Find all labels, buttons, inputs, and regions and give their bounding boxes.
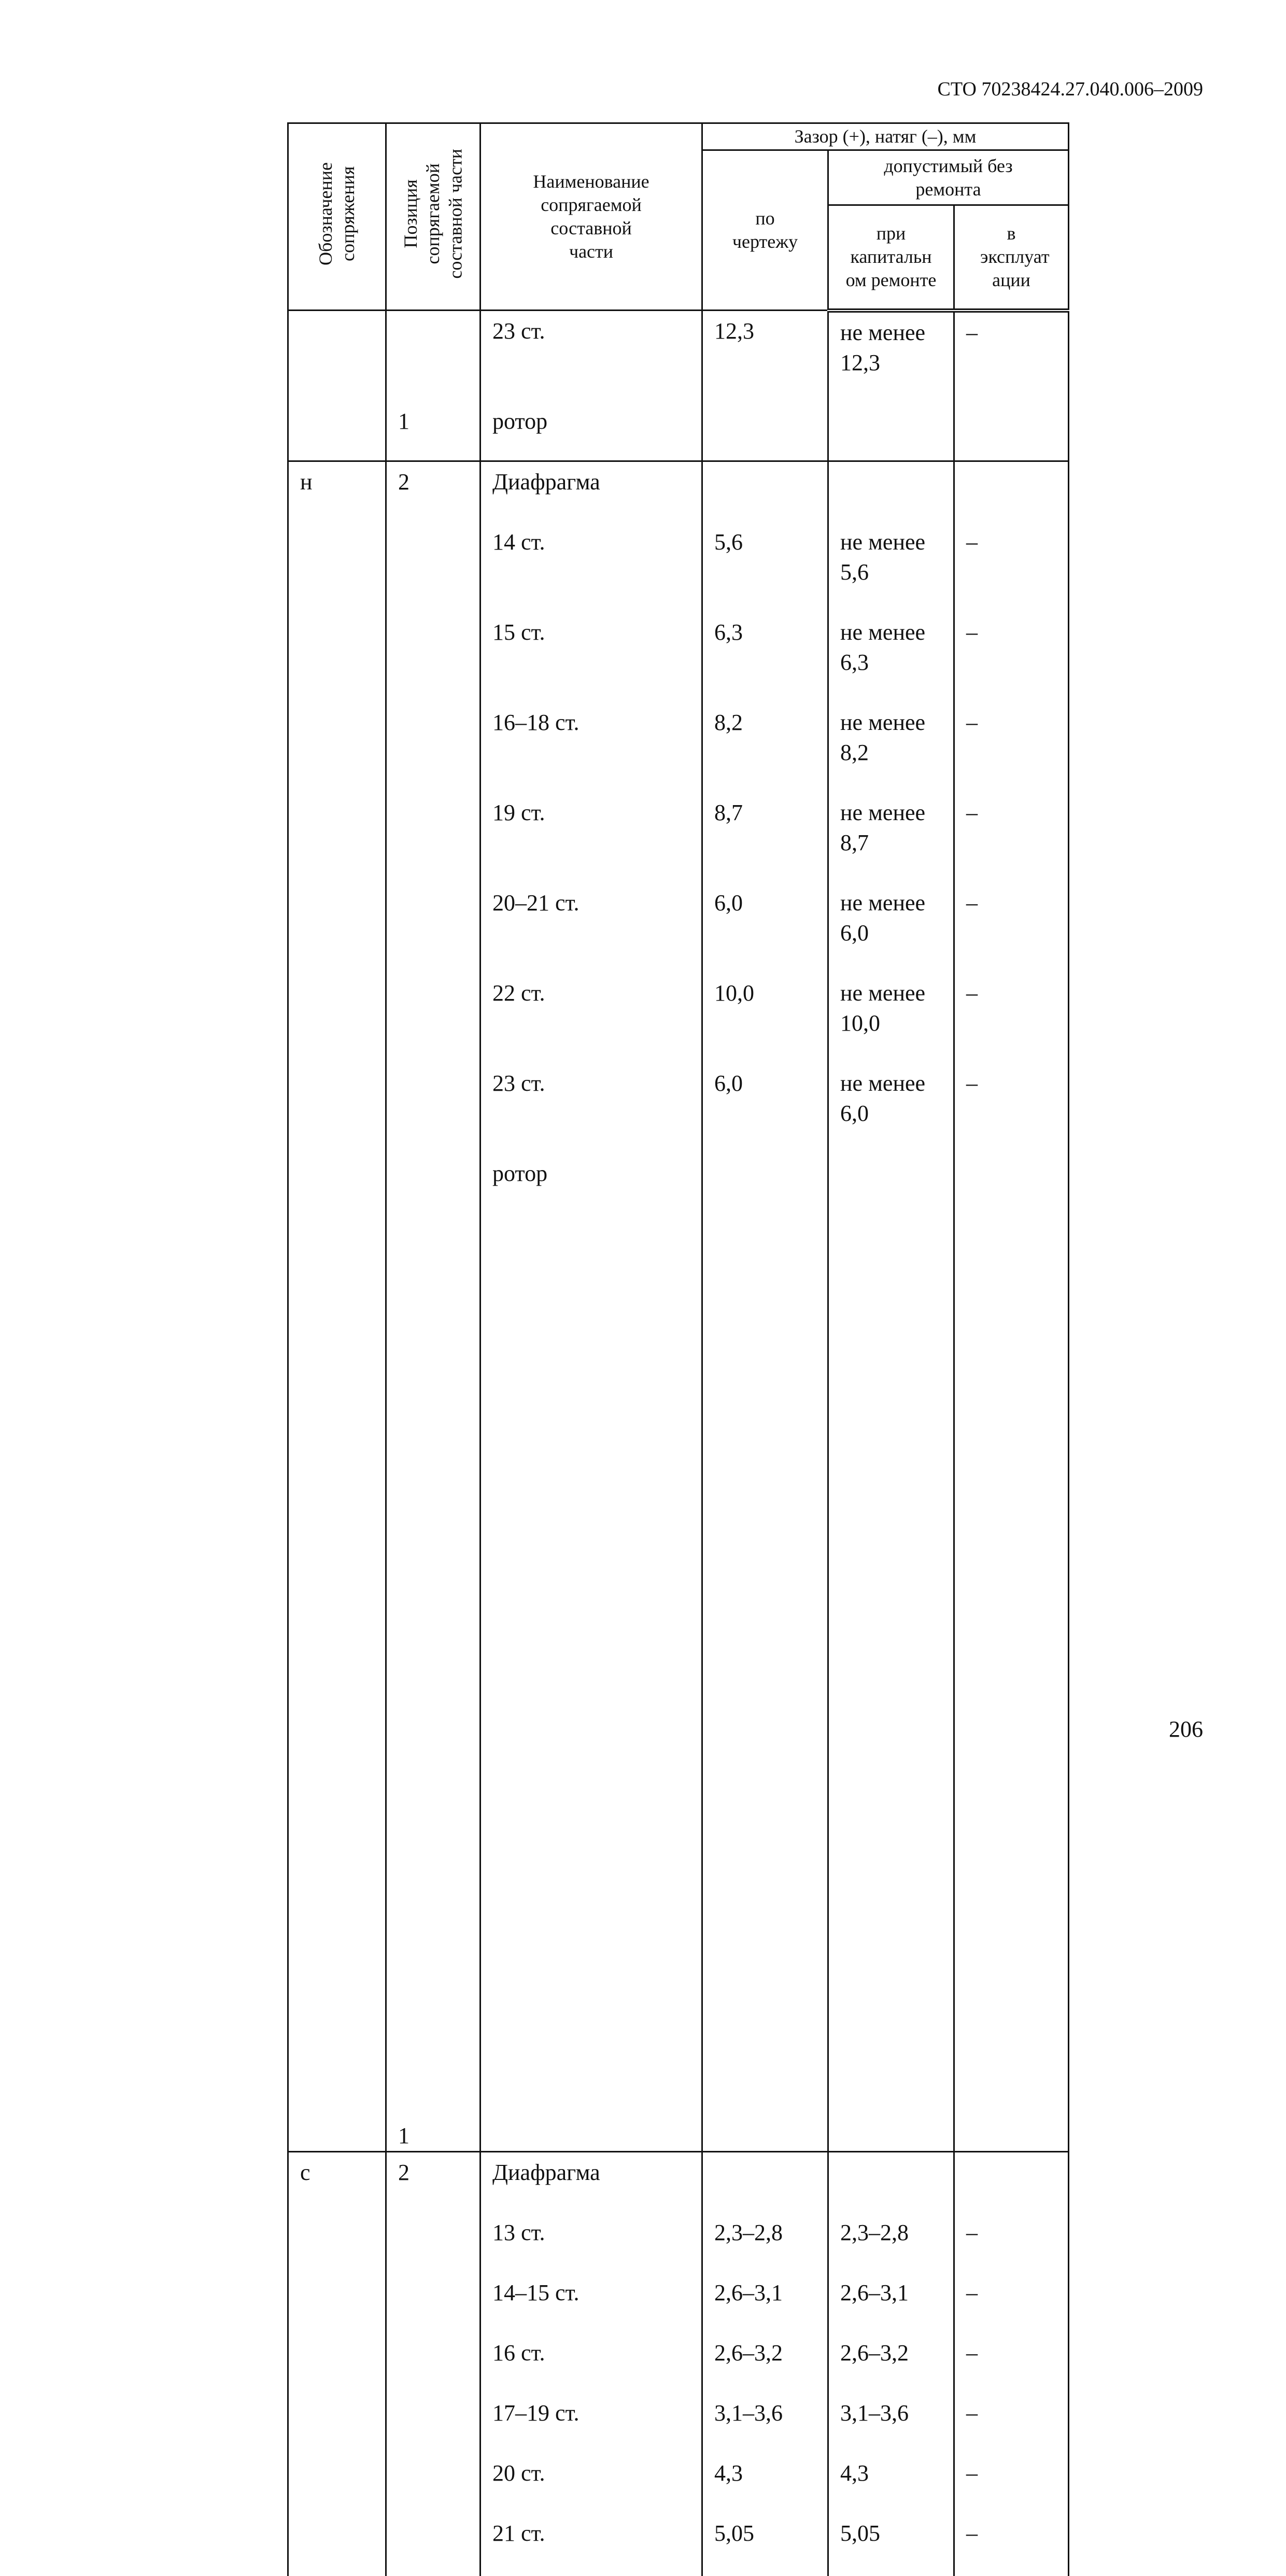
operation-line: – [966, 2340, 978, 2366]
drawing-line [714, 2248, 827, 2278]
name-line [492, 918, 701, 948]
position-line [398, 346, 479, 376]
operation-line [966, 408, 1068, 438]
allowed-line [840, 378, 953, 408]
name-line: 14–15 ст. [492, 2280, 580, 2305]
position-line [398, 1580, 479, 1610]
allowed-line [840, 2188, 953, 2218]
name-line [492, 2188, 701, 2218]
operation-line [966, 2248, 1068, 2278]
allowed-line [840, 2308, 953, 2338]
drawing-line: 6,0 [714, 1071, 743, 1096]
operation-line: – [966, 710, 978, 735]
position-line [398, 2091, 479, 2121]
allowed-line [840, 587, 953, 617]
position-line [398, 647, 479, 678]
position-line [398, 678, 479, 708]
position-line [398, 2031, 479, 2061]
position-line [398, 1910, 479, 1940]
cell-drawing [702, 461, 828, 2152]
allowed-line [840, 2158, 953, 2188]
operation-line [966, 678, 1068, 708]
cell-name [481, 2152, 702, 2576]
position-line [398, 1670, 479, 1700]
position-line [398, 1309, 479, 1339]
position-line [398, 978, 479, 1008]
operation-line [966, 2368, 1068, 2398]
name-line: 14 ст. [492, 529, 545, 555]
drawing-line [714, 1159, 827, 1189]
operation-line [966, 2188, 1068, 2218]
drawing-line [714, 376, 827, 406]
allowed-line [840, 2248, 953, 2278]
cell-position [386, 461, 481, 2152]
name-line: 17–19 ст. [492, 2400, 580, 2426]
name-line [492, 346, 701, 376]
table-row [288, 461, 1069, 2152]
cell-operation [954, 2152, 1069, 2576]
cell-allowed [828, 311, 954, 461]
name-line [492, 678, 701, 708]
name-line: 22 ст. [492, 980, 545, 1006]
position-line [398, 1700, 479, 1730]
name-line [492, 858, 701, 888]
position-line: 2 [398, 2160, 409, 2185]
name-line: 13 ст. [492, 2220, 545, 2245]
name-line: 19 ст. [492, 800, 545, 825]
drawing-line: 5,6 [714, 529, 743, 555]
drawing-line: 2,6–3,1 [714, 2280, 783, 2305]
drawing-line: 6,3 [714, 620, 743, 645]
designation-line: с [300, 2160, 310, 2185]
position-line [398, 1940, 479, 1970]
name-line [492, 376, 701, 406]
drawing-line [714, 948, 827, 978]
document-code: СТО 70238424.27.040.006–2009 [937, 78, 1203, 100]
allowed-line [840, 678, 953, 708]
drawing-line [714, 738, 827, 768]
drawing-line: 2,3–2,8 [714, 2220, 783, 2245]
allowed-line: не менее [840, 800, 926, 825]
name-line [492, 1008, 701, 1038]
position-line [398, 918, 479, 948]
position-line [398, 1760, 479, 1790]
position-line [398, 1790, 479, 1820]
drawing-line: 3,1–3,6 [714, 2400, 783, 2426]
drawing-line [714, 2428, 827, 2458]
operation-line [966, 2488, 1068, 2518]
position-line [398, 738, 479, 768]
operation-line [966, 348, 1068, 378]
drawing-line [714, 647, 827, 678]
name-line [492, 828, 701, 858]
position-line [398, 828, 479, 858]
drawing-line [714, 1099, 827, 1129]
position-line: 2 [398, 469, 409, 495]
name-line [492, 768, 701, 798]
allowed-line: 6,0 [840, 920, 869, 946]
position-line [398, 1159, 479, 1189]
name-line: 16–18 ст. [492, 710, 580, 735]
name-line [492, 2428, 701, 2458]
drawing-line [714, 587, 827, 617]
position-header: Позиция сопрягаемой составной части [386, 123, 481, 311]
operation-line: – [966, 620, 978, 645]
drawing-line [714, 1008, 827, 1038]
position-line [398, 1820, 479, 1850]
operation-line [966, 378, 1068, 408]
capital-repair-header: при капитальн ом ремонте [828, 205, 954, 311]
operation-line: – [966, 2280, 978, 2305]
position-line [398, 1339, 479, 1369]
name-line: Диафрагма [492, 2160, 600, 2185]
allowed-line [840, 1038, 953, 1068]
cell-name [481, 461, 702, 2152]
operation-line [966, 918, 1068, 948]
cell-designation [288, 2152, 386, 2576]
name-line [492, 2488, 701, 2518]
operation-line [966, 557, 1068, 587]
drawing-line [714, 2158, 827, 2188]
position-line [398, 587, 479, 617]
name-line [492, 647, 701, 678]
allowed-line: не менее [840, 529, 926, 555]
cell-designation [288, 461, 386, 2152]
drawing-line [714, 557, 827, 587]
drawing-line: 4,3 [714, 2460, 743, 2486]
position-line [398, 2001, 479, 2031]
drawing-line [714, 918, 827, 948]
allowed-line [840, 948, 953, 978]
operation-line: – [966, 319, 978, 345]
position-line [398, 1550, 479, 1580]
operation-line [966, 2308, 1068, 2338]
table-row [288, 2152, 1069, 2576]
name-line [492, 587, 701, 617]
drawing-line: 8,7 [714, 800, 743, 825]
position-line: 1 [398, 2123, 409, 2148]
allowed-line: не менее [840, 980, 926, 1006]
name-line: 21 ст. [492, 2521, 545, 2546]
name-line [492, 738, 701, 768]
position-line [398, 557, 479, 587]
name-line [492, 2248, 701, 2278]
allowed-line: 3,1–3,6 [840, 2400, 909, 2426]
position-line [398, 1099, 479, 1129]
drawing-line [714, 768, 827, 798]
cell-allowed [828, 461, 954, 2152]
position-line [398, 798, 479, 828]
drawing-line [714, 2368, 827, 2398]
table-row [288, 311, 1069, 461]
position-line [398, 1038, 479, 1068]
allowed-line [840, 768, 953, 798]
name-line [492, 948, 701, 978]
cell-position [386, 311, 481, 461]
position-line [398, 1880, 479, 1910]
allowed-line [840, 408, 953, 438]
cell-drawing [702, 2152, 828, 2576]
name-line: ротор [492, 1161, 548, 1186]
drawing-line: 10,0 [714, 980, 754, 1006]
drawing-line [714, 828, 827, 858]
drawing-line [714, 2488, 827, 2518]
allowed-line [840, 1129, 953, 1159]
operation-line [966, 768, 1068, 798]
part-name-header: Наименование сопрягаемой составной части [481, 123, 702, 311]
position-line [398, 1489, 479, 1519]
allowed-line: не менее [840, 1071, 926, 1096]
position-line [398, 1610, 479, 1640]
name-line [492, 2308, 701, 2338]
operation-line [966, 1008, 1068, 1038]
operation-line: – [966, 2220, 978, 2245]
page-number: 206 [1169, 1716, 1203, 1742]
name-line: 20 ст. [492, 2460, 545, 2486]
name-line: Диафрагма [492, 469, 600, 495]
operation-line [966, 2158, 1068, 2188]
allowed-line [840, 1159, 953, 1189]
operation-line: – [966, 2460, 978, 2486]
allowed-line: не менее [840, 620, 926, 645]
drawing-line: 8,2 [714, 710, 743, 735]
operation-header: в эксплуат ации [954, 205, 1069, 311]
operation-line [966, 828, 1068, 858]
operation-line [966, 738, 1068, 768]
operation-line: – [966, 529, 978, 555]
by-drawing-header: по чертежу [702, 150, 828, 311]
allowed-line: 2,3–2,8 [840, 2220, 909, 2245]
position-line [398, 888, 479, 918]
allowed-line: 8,7 [840, 830, 869, 855]
position-line [398, 527, 479, 557]
cell-position [386, 2152, 481, 2576]
gap-group-header: Зазор (+), натяг (–), мм [702, 123, 1069, 150]
position-line [398, 497, 479, 527]
position-line [398, 2061, 479, 2091]
allowed-line [840, 2488, 953, 2518]
position-line [398, 768, 479, 798]
allowed-line: 6,0 [840, 1101, 869, 1126]
name-line: 23 ст. [492, 318, 545, 344]
operation-line [966, 467, 1068, 497]
position-line [398, 858, 479, 888]
position-line [398, 1279, 479, 1309]
allowed-line: не менее [840, 890, 926, 916]
operation-line [966, 858, 1068, 888]
allowed-line [840, 497, 953, 527]
allowed-line: 12,3 [840, 349, 880, 375]
position-line [398, 617, 479, 647]
allowed-line: не менее [840, 710, 926, 735]
position-line [398, 376, 479, 406]
allowed-line: 5,6 [840, 559, 869, 585]
name-line: 16 ст. [492, 2340, 545, 2366]
drawing-line: 12,3 [714, 318, 754, 344]
cell-operation [954, 461, 1069, 2152]
drawing-line [714, 467, 827, 497]
allowed-line: 2,6–3,2 [840, 2340, 909, 2366]
designation-line [300, 316, 385, 346]
position-line [398, 1008, 479, 1038]
spec-table [287, 122, 1069, 2576]
operation-line [966, 2428, 1068, 2458]
allowed-line: 10,0 [840, 1010, 880, 1036]
allowed-line: 6,3 [840, 650, 869, 675]
position-line [398, 1730, 479, 1760]
position-line [398, 1068, 479, 1099]
allowed-line [840, 2368, 953, 2398]
cell-operation [954, 311, 1069, 461]
operation-line [966, 647, 1068, 678]
operation-line: – [966, 1071, 978, 1096]
allowed-group-header: допустимый без ремонта [828, 150, 1069, 205]
position-line [398, 1189, 479, 1219]
position-line [398, 1129, 479, 1159]
position-line [398, 708, 479, 738]
allowed-line [840, 467, 953, 497]
allowed-line: 4,3 [840, 2460, 869, 2486]
position-line [398, 1519, 479, 1550]
designation-line: н [300, 469, 313, 495]
operation-line: – [966, 2400, 978, 2426]
name-line [492, 1038, 701, 1068]
operation-line [966, 1038, 1068, 1068]
allowed-line [840, 2428, 953, 2458]
name-line: 15 ст. [492, 620, 545, 645]
operation-line [966, 1159, 1068, 1189]
name-line [492, 2368, 701, 2398]
position-line [398, 1640, 479, 1670]
name-line [492, 557, 701, 587]
drawing-line [714, 2188, 827, 2218]
drawing-line [714, 346, 827, 376]
position-line [398, 1369, 479, 1399]
name-line [492, 1099, 701, 1129]
name-line: 23 ст. [492, 1071, 545, 1096]
position-line: 1 [398, 409, 409, 434]
allowed-line: 5,05 [840, 2521, 880, 2546]
position-line [398, 948, 479, 978]
drawing-line: 2,6–3,2 [714, 2340, 783, 2366]
designation-header: Обозначение сопряжения [288, 123, 386, 311]
position-line [398, 1219, 479, 1249]
operation-line [966, 948, 1068, 978]
operation-line: – [966, 2521, 978, 2546]
drawing-line: 5,05 [714, 2521, 754, 2546]
allowed-line [840, 858, 953, 888]
operation-line [966, 1129, 1068, 1159]
drawing-line [714, 406, 827, 437]
name-line: ротор [492, 409, 548, 434]
drawing-line [714, 678, 827, 708]
drawing-line [714, 2308, 827, 2338]
name-line: 20–21 ст. [492, 890, 580, 916]
operation-line: – [966, 890, 978, 916]
position-line [398, 1850, 479, 1880]
drawing-line [714, 858, 827, 888]
drawing-line: 6,0 [714, 890, 743, 916]
operation-line [966, 587, 1068, 617]
position-line [398, 1970, 479, 2001]
operation-line [966, 1099, 1068, 1129]
allowed-line: не менее [840, 319, 926, 345]
drawing-line [714, 497, 827, 527]
position-line [398, 1459, 479, 1489]
table-body [288, 311, 1069, 2576]
cell-drawing [702, 311, 828, 461]
drawing-line [714, 1038, 827, 1068]
allowed-line: 2,6–3,1 [840, 2280, 909, 2305]
operation-line: – [966, 980, 978, 1006]
name-line [492, 497, 701, 527]
operation-line: – [966, 800, 978, 825]
position-line [398, 316, 479, 346]
drawing-line [714, 1129, 827, 1159]
position-line [398, 1249, 479, 1279]
position-line [398, 1429, 479, 1459]
allowed-line: 8,2 [840, 740, 869, 765]
name-line [492, 1129, 701, 1159]
cell-designation [288, 311, 386, 461]
operation-line [966, 497, 1068, 527]
cell-name [481, 311, 702, 461]
position-line [398, 1399, 479, 1429]
cell-allowed [828, 2152, 954, 2576]
